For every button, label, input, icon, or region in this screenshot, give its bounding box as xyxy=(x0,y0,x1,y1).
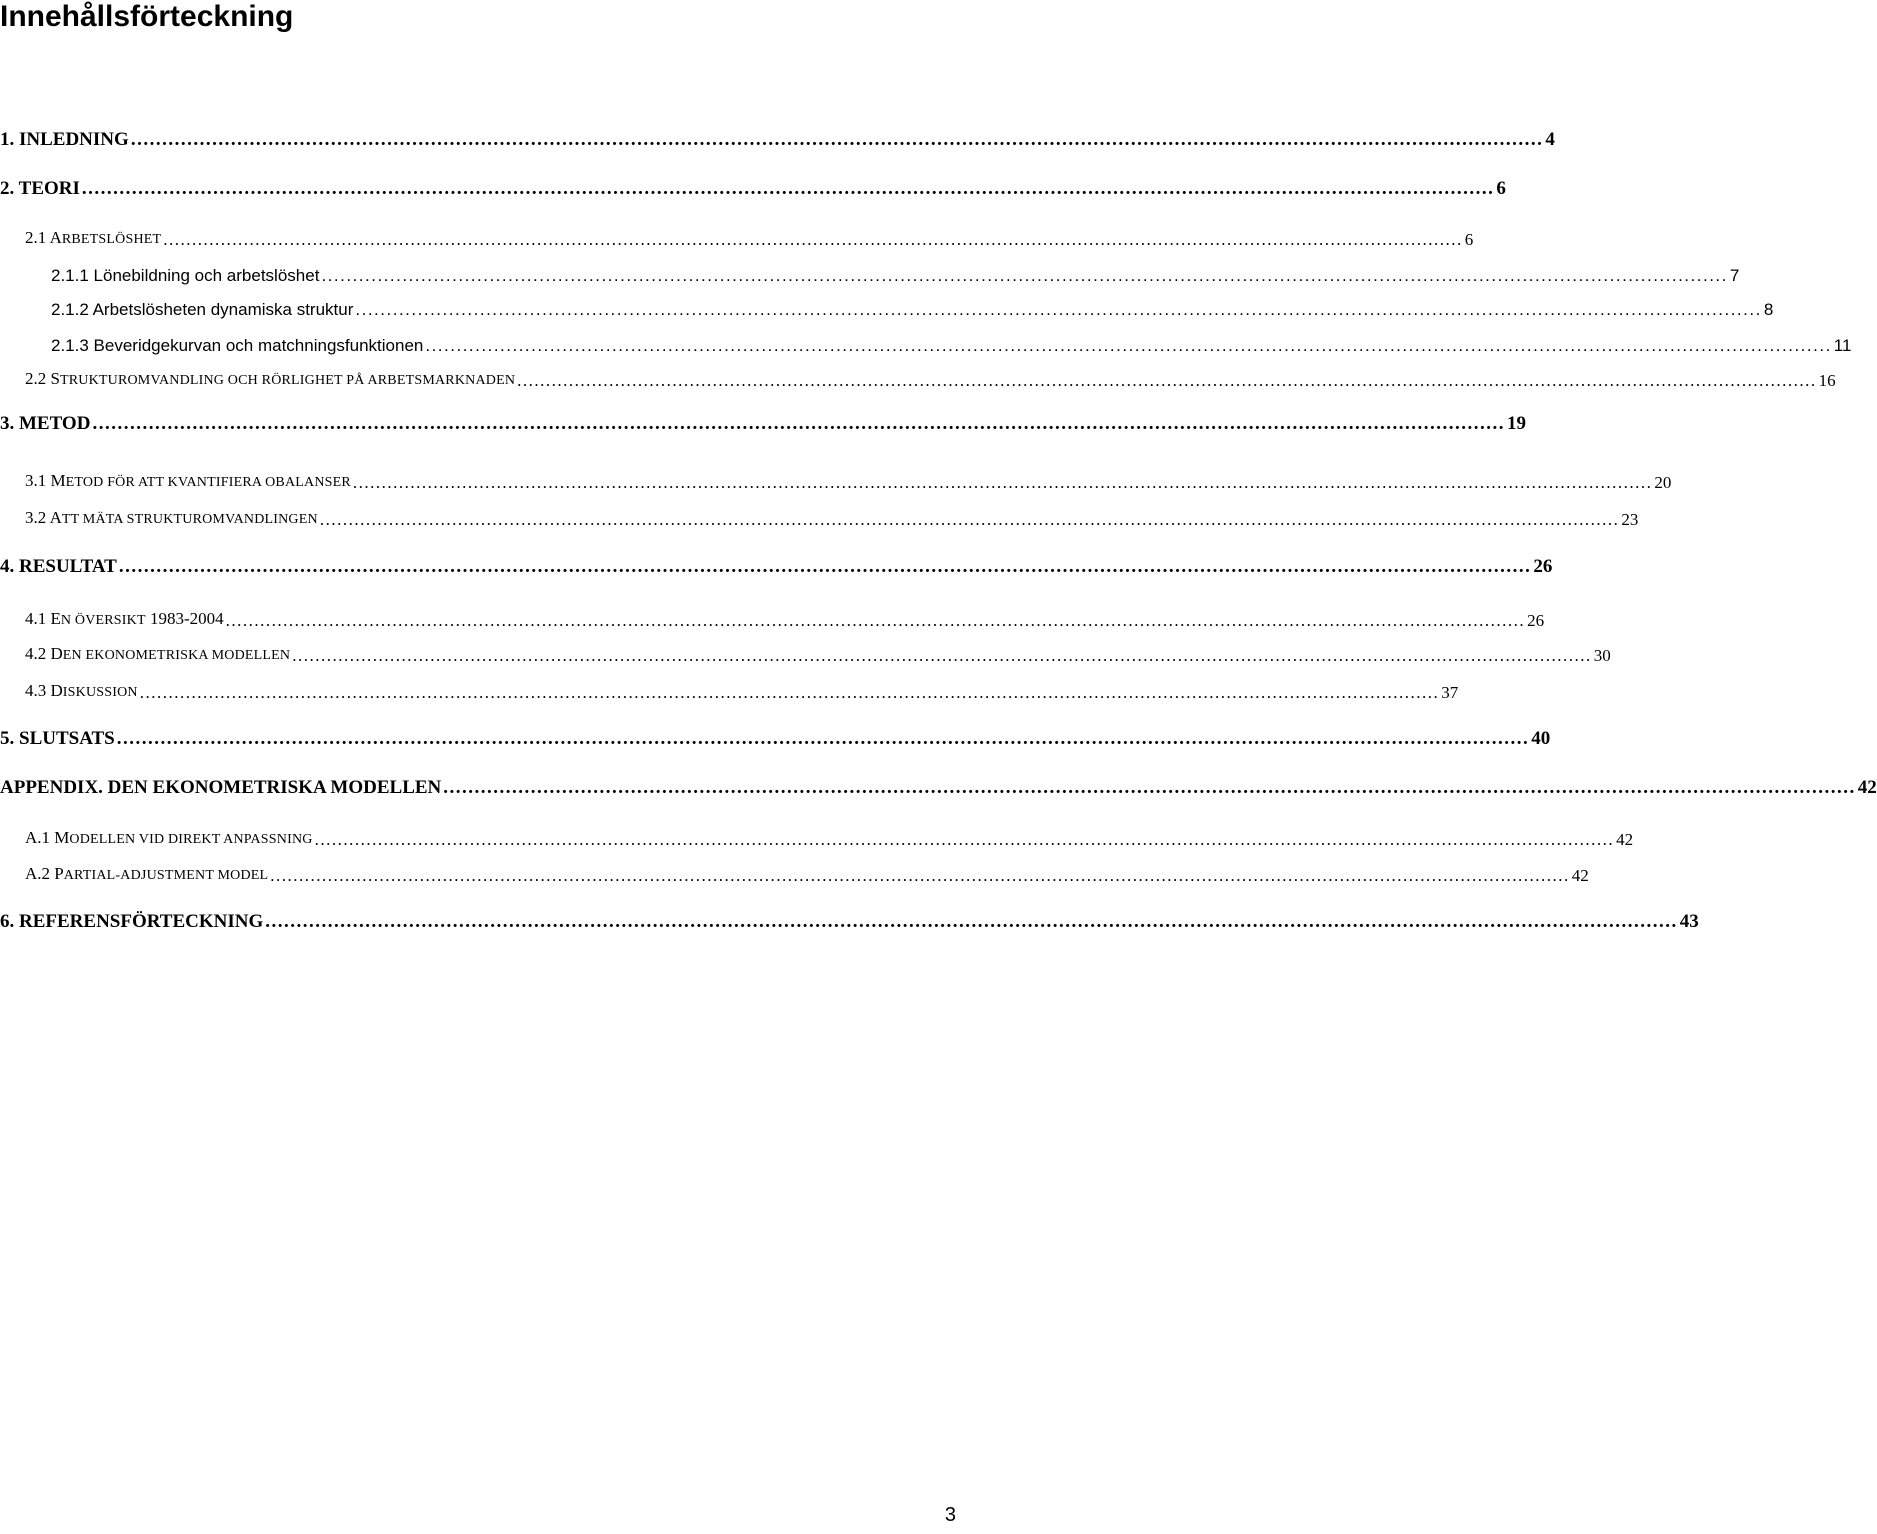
dot-leader: .................................................................................................................................................................................................................................. xyxy=(292,646,1592,665)
toc-entry-title: A.1 MODELLEN VID DIREKT ANPASSNING xyxy=(25,828,313,847)
toc-entry-title: 3.1 METOD FÖR ATT KVANTIFIERA OBALANSER xyxy=(25,471,351,490)
toc-entry-slutsats[interactable] xyxy=(0,724,1551,750)
toc-entry-page: 4 xyxy=(1545,129,1555,150)
toc-entry-page: 26 xyxy=(1533,556,1553,577)
toc-entry-page: 26 xyxy=(1527,611,1545,630)
toc-entry-metod-obalanser[interactable] xyxy=(25,467,1672,493)
dot-leader: .................................................................................................................................................................................................................................. xyxy=(81,178,1495,199)
toc-entry-diskussion[interactable] xyxy=(25,677,1459,703)
toc-entry-dynamiska-struktur[interactable] xyxy=(51,294,1774,320)
toc-entry-ekonometriska-modellen[interactable] xyxy=(25,640,1611,666)
dot-leader: .................................................................................................................................................................................................................................. xyxy=(314,830,1615,849)
dot-leader: .................................................................................................................................................................................................................................. xyxy=(319,510,1620,529)
toc-entry-metod[interactable] xyxy=(0,409,1526,435)
dot-leader: .................................................................................................................................................................................................................................. xyxy=(118,556,1532,577)
dot-leader: .................................................................................................................................................................................................................................. xyxy=(443,777,1856,798)
toc-entry-lonebildning[interactable] xyxy=(51,260,1740,286)
dot-leader: .................................................................................................................................................................................................................................. xyxy=(321,266,1728,285)
toc-entry-oversikt[interactable] xyxy=(25,605,1545,631)
toc-entry-appendix[interactable] xyxy=(0,773,1877,799)
toc-entry-direkt-anpassning[interactable] xyxy=(25,824,1634,850)
toc-entry-page: 40 xyxy=(1531,728,1551,749)
dot-leader: .................................................................................................................................................................................................................................. xyxy=(355,300,1762,319)
toc-entry-title: 3. METOD xyxy=(0,413,91,434)
toc-entry-page: 23 xyxy=(1621,510,1639,529)
toc-entry-page: 6 xyxy=(1464,230,1474,249)
toc-entry-page: 6 xyxy=(1496,178,1506,199)
toc-entry-page: 7 xyxy=(1729,266,1740,285)
toc-entry-page: 42 xyxy=(1571,866,1589,885)
page-title: Innehållsförteckning xyxy=(0,0,294,33)
toc-entry-teori[interactable] xyxy=(0,174,1506,200)
toc-entry-page: 43 xyxy=(1679,911,1699,932)
toc-entry-title: A.2 PARTIAL-ADJUSTMENT MODEL xyxy=(25,864,269,883)
toc-entry-inledning[interactable] xyxy=(0,125,1555,151)
toc-entry-title: 5. SLUTSATS xyxy=(0,728,115,749)
dot-leader: .................................................................................................................................................................................................................................. xyxy=(425,336,1832,355)
dot-leader: .................................................................................................................................................................................................................................. xyxy=(517,371,1817,390)
dot-leader: .................................................................................................................................................................................................................................. xyxy=(116,728,1530,749)
toc-entry-title: 4.2 DEN EKONOMETRISKA MODELLEN xyxy=(25,644,291,663)
toc-entry-arbetsloshet[interactable] xyxy=(25,224,1474,250)
toc-entry-referensforteckning[interactable] xyxy=(0,907,1699,933)
toc-entry-page: 8 xyxy=(1763,300,1774,319)
toc-entry-beveridgekurvan[interactable] xyxy=(51,330,1852,356)
toc-entry-resultat[interactable] xyxy=(0,552,1553,578)
toc-entry-title: 2.1.2 Arbetslösheten dynamiska struktur xyxy=(51,300,354,319)
toc-entry-title: APPENDIX. DEN EKONOMETRISKA MODELLEN xyxy=(0,777,442,798)
toc-entry-page: 20 xyxy=(1654,473,1672,492)
toc-entry-page: 11 xyxy=(1833,336,1852,355)
toc-entry-title: 3.2 ATT MÄTA STRUKTUROMVANDLINGEN xyxy=(25,508,318,527)
dot-leader: .................................................................................................................................................................................................................................. xyxy=(139,683,1440,702)
dot-leader: .................................................................................................................................................................................................................................. xyxy=(163,230,1463,249)
toc-entry-title: 2.1.3 Beveridgekurvan och matchningsfunktionen xyxy=(51,336,424,355)
toc-entry-title: 4.3 DISKUSSION xyxy=(25,681,138,700)
dot-leader: .................................................................................................................................................................................................................................. xyxy=(130,129,1544,150)
toc-entry-page: 16 xyxy=(1818,371,1836,390)
toc-entry-title: 1. INLEDNING xyxy=(0,129,129,150)
toc-entry-title: 4.1 EN ÖVERSIKT 1983-2004 xyxy=(25,609,224,628)
toc-entry-mata-strukturomvandlingen[interactable] xyxy=(25,504,1639,530)
dot-leader: .................................................................................................................................................................................................................................. xyxy=(265,911,1678,932)
toc-entry-title: 4. RESULTAT xyxy=(0,556,117,577)
page-number: 3 xyxy=(944,1504,956,1526)
toc-entry-page: 19 xyxy=(1506,413,1526,434)
toc-entry-title: 2.1 ARBETSLÖSHET xyxy=(25,228,162,247)
dot-leader: .................................................................................................................................................................................................................................. xyxy=(92,413,1505,434)
toc-entry-page: 42 xyxy=(1616,830,1634,849)
toc-entry-title: 2.2 STRUKTUROMVANDLING OCH RÖRLIGHET PÅ ARBETSMARKNADEN xyxy=(25,369,516,388)
toc-entry-page: 42 xyxy=(1857,777,1877,798)
toc-entry-page: 37 xyxy=(1441,683,1459,702)
toc-entry-partial-adjustment[interactable] xyxy=(25,860,1589,886)
toc-entry-title: 2.1.1 Lönebildning och arbetslöshet xyxy=(51,266,320,285)
toc-entry-title: 6. REFERENSFÖRTECKNING xyxy=(0,911,264,932)
dot-leader: .................................................................................................................................................................................................................................. xyxy=(352,473,1653,492)
dot-leader: .................................................................................................................................................................................................................................. xyxy=(225,611,1526,630)
toc-entry-page: 30 xyxy=(1593,646,1611,665)
dot-leader: .................................................................................................................................................................................................................................. xyxy=(270,866,1570,885)
toc-entry-strukturomvandling[interactable] xyxy=(25,365,1836,391)
toc-entry-title: 2. TEORI xyxy=(0,178,80,199)
